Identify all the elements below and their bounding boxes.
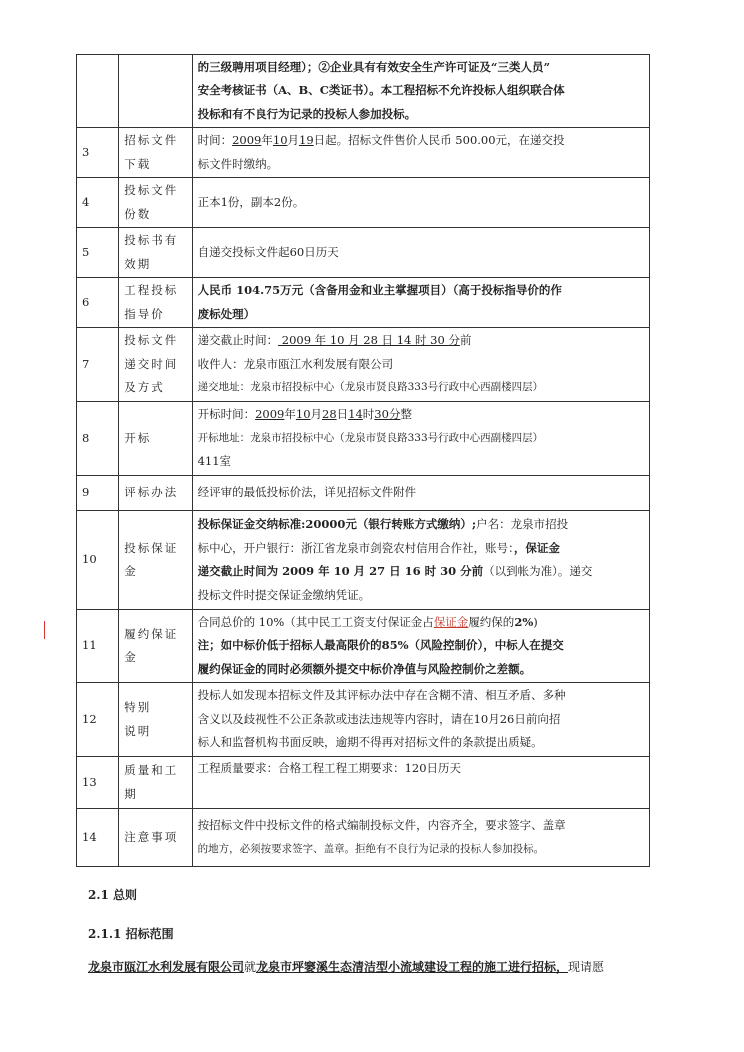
content-line: 的地方，必须按要求签字、盖章。拒绝有不良行为记录的投标人参加投标。 (197, 842, 545, 855)
content-line: 按招标文件中投标文件的格式编制投标文件，内容齐全，要求签字、盖章 (197, 818, 566, 832)
table-row (77, 128, 650, 178)
row-label: 投标保证 金 (119, 511, 192, 610)
row-label: 招标文件 下载 (119, 128, 192, 178)
row-number: 10 (77, 511, 119, 610)
row-label: 投标文件 递交时间 及方式 (119, 328, 192, 402)
content-line: 投标和有不良行为记录的投标人参加投标。 (197, 106, 417, 121)
row-content (192, 402, 649, 476)
row-label: 注意事项 (119, 809, 192, 867)
row-number: 4 (77, 178, 119, 228)
table-row (77, 278, 650, 328)
table-row (77, 228, 650, 278)
subsection-heading: 2.1.1 招标范围 (88, 927, 174, 941)
content-line: 注；如中标价低于招标人最高限价的85%（风险控制价），中标人在提交 (197, 638, 564, 653)
row-label: 投标书有 效期 (119, 228, 192, 278)
row-number: 8 (77, 402, 119, 476)
content-line: 标人和监督机构书面反映，逾期不得再对招标文件的条款提出质疑。 (197, 735, 543, 750)
content-line: 投标人如发现本招标文件及其评标办法中存在含糊不清、相互矛盾、多种 (197, 688, 566, 703)
row-content (192, 610, 649, 683)
content-line: 标文件时缴纳。 (197, 156, 279, 171)
content-line: 废标处理） (197, 306, 256, 321)
content-line: 投标保证金交纳标准:20000元（银行转账方式缴纳）;户名：龙泉市招投 (197, 517, 569, 531)
content-line: 411室 (197, 454, 232, 469)
content-line: 人民币 104.75万元（含备用金和业主掌握项目）（高于投标指导价的作 (197, 283, 562, 297)
table-row (77, 55, 650, 128)
content-line: 含义以及歧视性不公正条款或违法违规等内容时，请在10月26日前向招 (197, 711, 561, 726)
content-line: 履约保证金的同时必须额外提交中标价净值与风险控制价之差额。 (197, 661, 532, 676)
row-label: 投标文件 份数 (119, 178, 192, 228)
row-content (192, 278, 649, 328)
row-number: 6 (77, 278, 119, 328)
table-row (77, 328, 650, 402)
section-heading: 2.1 总则 (88, 888, 138, 902)
table-row (77, 178, 650, 228)
table-row (77, 610, 650, 683)
row-content (192, 511, 649, 610)
tracked-change: 保证金 (433, 614, 469, 629)
content-line: 的三级聘用项目经理）；②企业具有有效安全生产许可证及“三类人员” (197, 59, 551, 74)
row-number: 12 (77, 683, 119, 757)
body-paragraph: 龙泉市瓯江水利发展有限公司就龙泉市坪窭溪生态清洁型小流域建设工程的施工进行招标，现请愿 (88, 960, 605, 974)
row-label: 履约保证 金 (119, 610, 192, 683)
row-number: 5 (77, 228, 119, 278)
content-line: 递交地址：龙泉市招投标中心（龙泉市贤良路333号行政中心西副楼四层） (197, 381, 544, 394)
row-number: 14 (77, 809, 119, 867)
row-number (77, 55, 119, 128)
row-label: 质量和工 期 (119, 757, 192, 809)
content-line: 时间：2009年10月19日起。招标文件售价人民币 500.00元，在递交投 (197, 133, 565, 147)
row-label (119, 55, 192, 128)
table-row (77, 683, 650, 757)
content-line: 合同总价的 10%（其中民工工资支付保证金占保证金履约保的2%) (197, 614, 538, 629)
row-label: 开标 (119, 402, 192, 476)
row-content (192, 809, 649, 867)
content-line: 开标时间：2009年10月28日14时30分整 (197, 407, 412, 422)
table-row (77, 402, 650, 476)
row-label: 特别 说明 (119, 683, 192, 757)
row-label: 评标办法 (119, 476, 192, 511)
row-content (192, 328, 649, 402)
change-bar (44, 621, 45, 639)
table-row (77, 511, 650, 610)
row-number: 3 (77, 128, 119, 178)
content-line: 安全考核证书（A、B、C类证书）。本工程招标不允许投标人组织联合体 (197, 83, 565, 98)
content-line: 标中心，开户银行：浙江省龙泉市剑瓷农村信用合作社，账号：，保证金 (197, 540, 560, 555)
content-line: 投标文件时提交保证金缴纳凭证。 (197, 587, 371, 602)
content-line: 递交截止时间： 2009 年 10 月 28 日 14 时 30 分前 (197, 333, 472, 348)
row-number: 11 (77, 610, 119, 683)
row-number: 7 (77, 328, 119, 402)
row-content (192, 128, 649, 178)
row-content: 经评审的最低投标价法，详见招标文件附件 (192, 476, 649, 511)
table-row (77, 809, 650, 867)
row-number: 9 (77, 476, 119, 511)
table-row (77, 476, 650, 511)
row-content: 工程质量要求：合格工程工程工期要求：120日历天 (192, 757, 649, 809)
row-label: 工程投标 指导价 (119, 278, 192, 328)
bid-info-table (76, 54, 650, 867)
content-line: 收件人：龙泉市瓯江水利发展有限公司 (197, 356, 394, 371)
row-number: 13 (77, 757, 119, 809)
row-content (192, 683, 649, 757)
table-row (77, 757, 650, 809)
row-content: 正本1份，副本2份。 (192, 178, 649, 228)
row-content: 自递交投标文件起60日历天 (192, 228, 649, 278)
content-line: 递交截止时间为 2009 年 10 月 27 日 16 时 30 分前（以到帐为准）。递交 (197, 564, 593, 578)
content-line: 开标地址：龙泉市招投标中心（龙泉市贤良路333号行政中心西副楼四层） (197, 431, 544, 444)
row-content (192, 55, 649, 128)
